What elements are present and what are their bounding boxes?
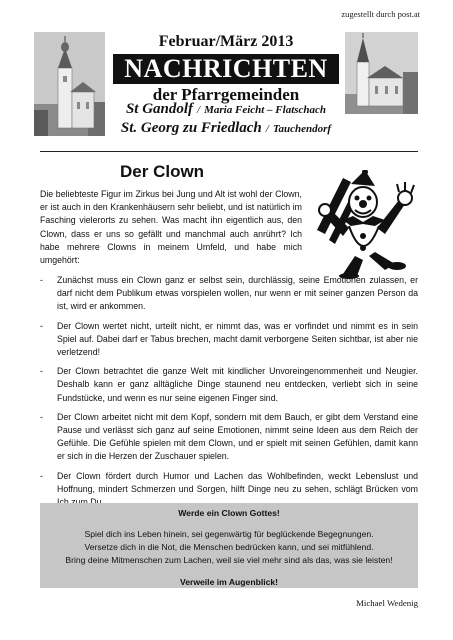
- callout-line: Spiel dich ins Leben hinein, sei gegenwärtig für beglückende Begegnungen.: [84, 529, 374, 539]
- list-item: [40, 274, 418, 314]
- parish-separator: /: [197, 104, 201, 116]
- newsletter-subtitle: der Pfarrgemeinden: [152, 85, 300, 104]
- callout-box: [40, 503, 418, 588]
- list-item: [40, 320, 418, 360]
- church-photo-left-icon: [34, 32, 105, 136]
- list-dash: -: [40, 470, 43, 481]
- list-item-text: Der Clown fördert durch Humor und Lachen das Wohlbefinden, weckt Lebenslust und Hoffnung, mindert Schmerzen und Sorgen, hilft Dinge neu zu sehen, schlägt Brücken vom: [57, 470, 418, 494]
- parish-line-2: [108, 119, 344, 137]
- list-item-text: Der Clown arbeitet nicht mit dem Kopf, sondern mit dem Bauch, er gibt dem Verstand eine Pause und verlässt sich ganz auf seine Emotionen, nimmt seine Ideen aus dem Reich der Gefühle. Die Gefühle spielen mit dem Clown, und er spielt mit seinen Gefühlen, damit kann er sich in die Herzen der Zuschauer spielen.: [57, 411, 418, 462]
- list-dash: -: [40, 411, 43, 422]
- list-item-text: Der Clown wertet nicht, urteilt nicht, er nimmt das, was er vorfindet und nimmt es in sein Spiel auf. Dabei darf er Tabus brechen, macht damit verborgene Seiten sichtbar, ist aber nie verletzend!: [57, 320, 418, 358]
- article-heading: Der Clown: [120, 162, 205, 181]
- list-item-text: Der Clown betrachtet die ganze Welt mit kindlicher Unvoreingenommenheit und Neugier. Deshalb kann er ganz alltägliche Dinge staunend neu entdecken, verliebt sich in seine Fundstücke, und wenn es nur seine eigenen Finger sind.: [57, 366, 418, 403]
- callout-closing: Verweile im Augenblick!: [179, 577, 279, 587]
- parish-separator: /: [265, 123, 269, 135]
- parish-name: St Gandolf: [125, 101, 194, 117]
- church-photo-right-icon: [345, 32, 418, 114]
- masthead: [108, 32, 344, 105]
- list-item: [40, 411, 418, 464]
- article-points-list: [40, 274, 418, 515]
- issue-date: Februar/März 2013: [158, 33, 294, 50]
- newsletter-title: NACHRICHTEN: [113, 54, 339, 84]
- list-item-text: Zunächst muss ein Clown ganz er selbst sein, durchlässig, seine Emotionen zulassen, er darf nicht dem Publikum etwas vorspielen wollen, nur wenn er mit seiner ganzen Person da ist, wird er ankommen.: [57, 275, 418, 312]
- list-dash: -: [40, 366, 43, 377]
- parish-subtitle: Maria Feicht – Flatschach: [204, 104, 327, 116]
- callout-title: Werde ein Clown Gottes!: [178, 508, 280, 518]
- header-divider: [40, 151, 418, 152]
- list-dash: -: [40, 275, 43, 285]
- list-dash: -: [40, 320, 43, 331]
- callout-line: Bring deine Mitmenschen zum Lachen, weil sie viel mehr sind als das, was sie leisten!: [65, 555, 393, 565]
- parish-name: St. Georg zu Friedlach: [120, 120, 262, 136]
- delivery-note: zugestellt durch post.at: [341, 9, 420, 19]
- callout-line: Versetze dich in die Not, die Menschen bedrücken kann, und sei mitfühlend.: [84, 542, 374, 552]
- clown-illustration-icon: [313, 170, 418, 280]
- list-item: [40, 365, 418, 405]
- article-intro: Die beliebteste Figur im Zirkus bei Jung und Alt ist wohl der Clown, er ist auch in den Krankenhäusern sehr beliebt, und ist natürlich im Fasching vielerorts zu sehen. Was macht ihn eigentlich aus, den Clown, dass er uns so gefällt und manchmal auch anrührt? Ich habe mehrere Clowns in meinem Umfeld, und habe mich umgehört:: [40, 189, 302, 266]
- parish-line-1: [108, 100, 344, 118]
- author-name: Michael Wedenig: [356, 598, 418, 608]
- parish-subtitle: Tauchendorf: [272, 123, 332, 135]
